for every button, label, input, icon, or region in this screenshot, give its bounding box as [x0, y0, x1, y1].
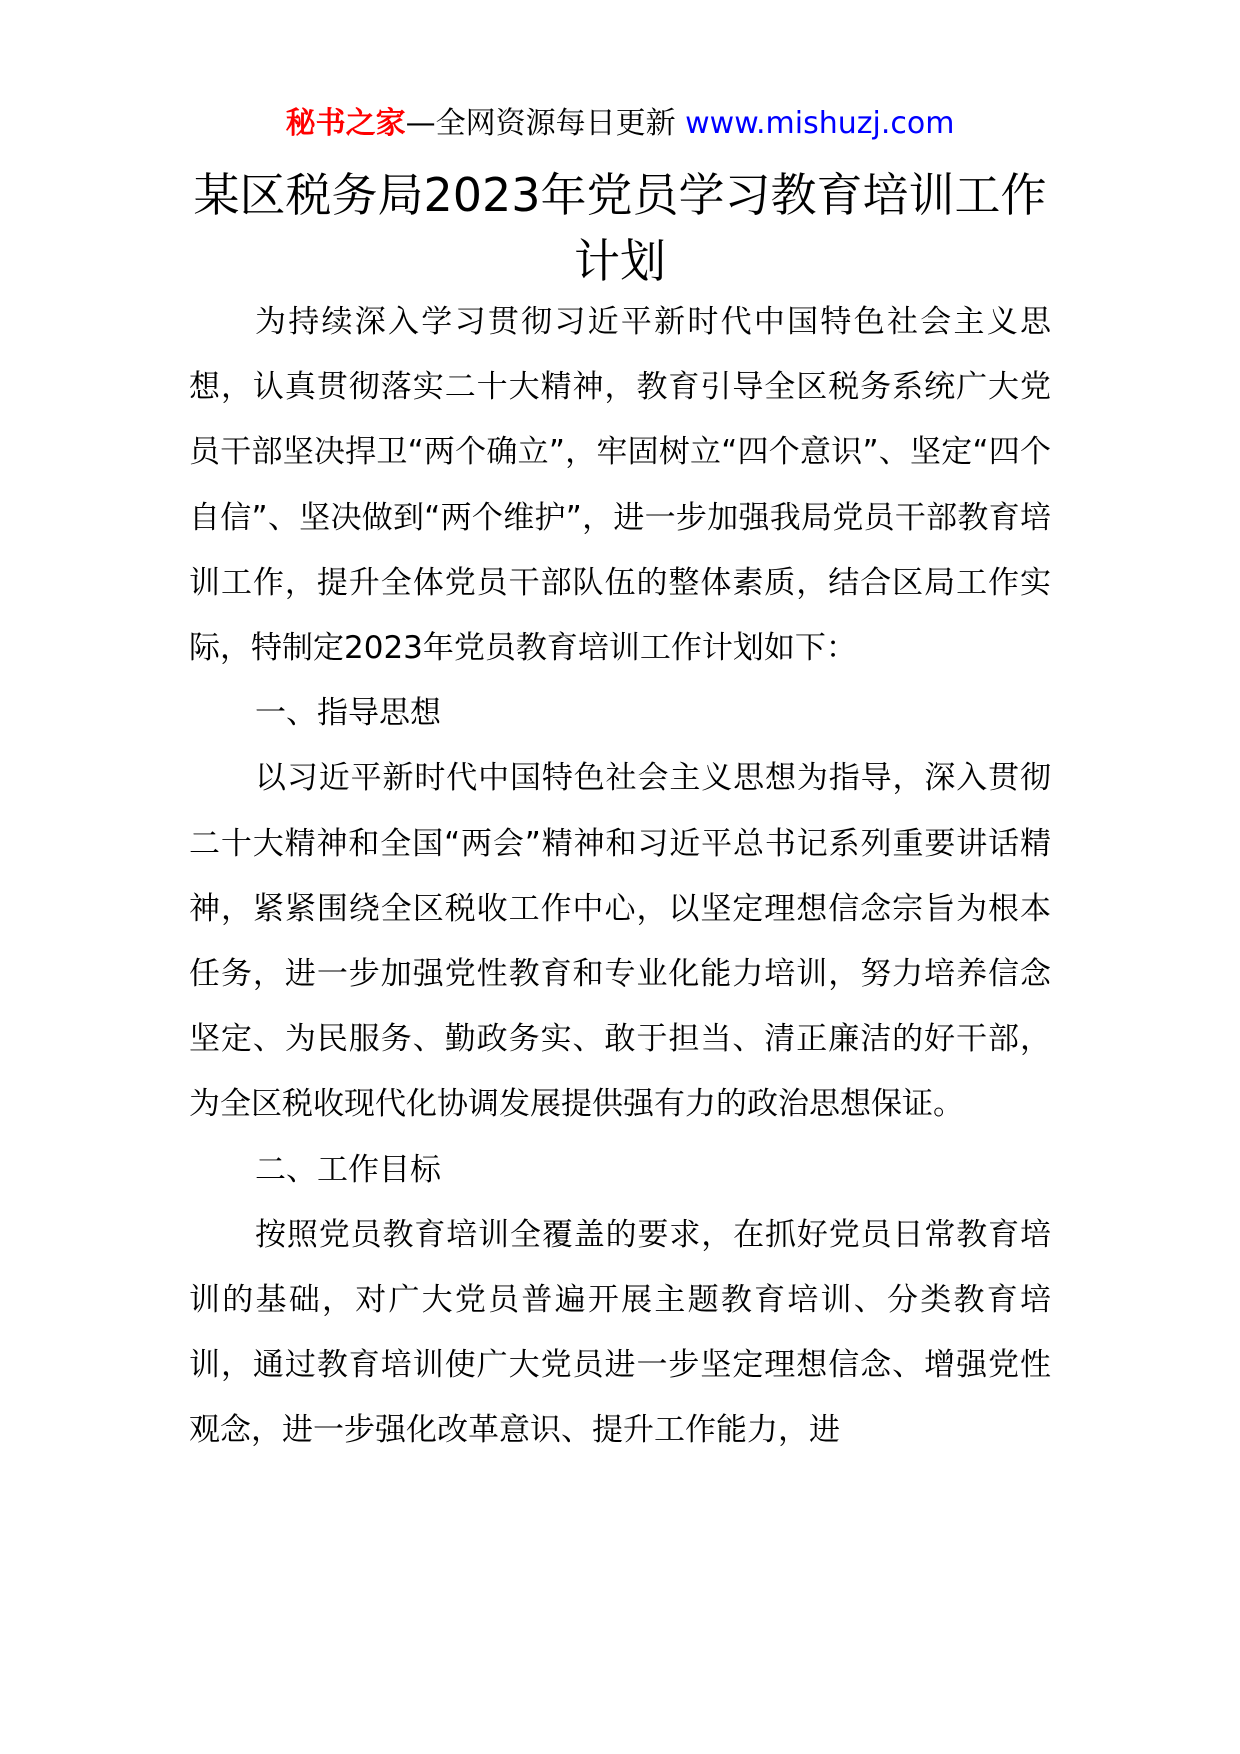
site-header — [0, 104, 1240, 144]
section-heading-work-goals: 二、工作目标 — [255, 1151, 441, 1188]
section-heading-guiding-ideology: 一、指导思想 — [255, 695, 441, 732]
site-brand: 秘书之家 — [285, 106, 406, 141]
intro-paragraph: 为持续深入学习贯彻习近平新时代中国特色社会主义思想，认真贯彻落实二十大精神，教育引导全区税务系统广大党员干部坚决捍卫“两个确立”，牢固树立“四个意识”、坚定“四个自信”、坚决做到“两个维护”，进一步加强我局党员干部教育培训工作，提升全体党员干部队伍的整体素质，结合区局工作实际，特制定2023年党员教育培训工作计划如下： — [189, 304, 1051, 667]
section-paragraph-guiding-ideology: 以习近平新时代中国特色社会主义思想为指导，深入贯彻二十大精神和全国“两会”精神和习近平总书记系列重要讲话精神，紧紧围绕全区税收工作中心，以坚定理想信念宗旨为根本任务，进一步加强党性教育和专业化能力培训，努力培养信念坚定、为民服务、勤政务实、敢于担当、清正廉洁的好干部，为全区税收现代化协调发展提供强有力的政治思想保证。 — [189, 760, 1051, 1123]
section-paragraph-work-goals: 按照党员教育培训全覆盖的要求，在抓好党员日常教育培训的基础，对广大党员普遍开展主题教育培训、分类教育培训，通过教育培训使广大党员进一步坚定理想信念、增强党性观念，进一步强化改革意识、提升工作能力，进 — [189, 1216, 1051, 1449]
document-title: 某区税务局2023年党员学习教育培训工作计划 — [193, 168, 1047, 288]
site-url-link[interactable]: www.mishuzj.com — [685, 106, 955, 141]
site-slogan: —全网资源每日更新 — [405, 106, 676, 141]
document-body — [189, 290, 1051, 1464]
